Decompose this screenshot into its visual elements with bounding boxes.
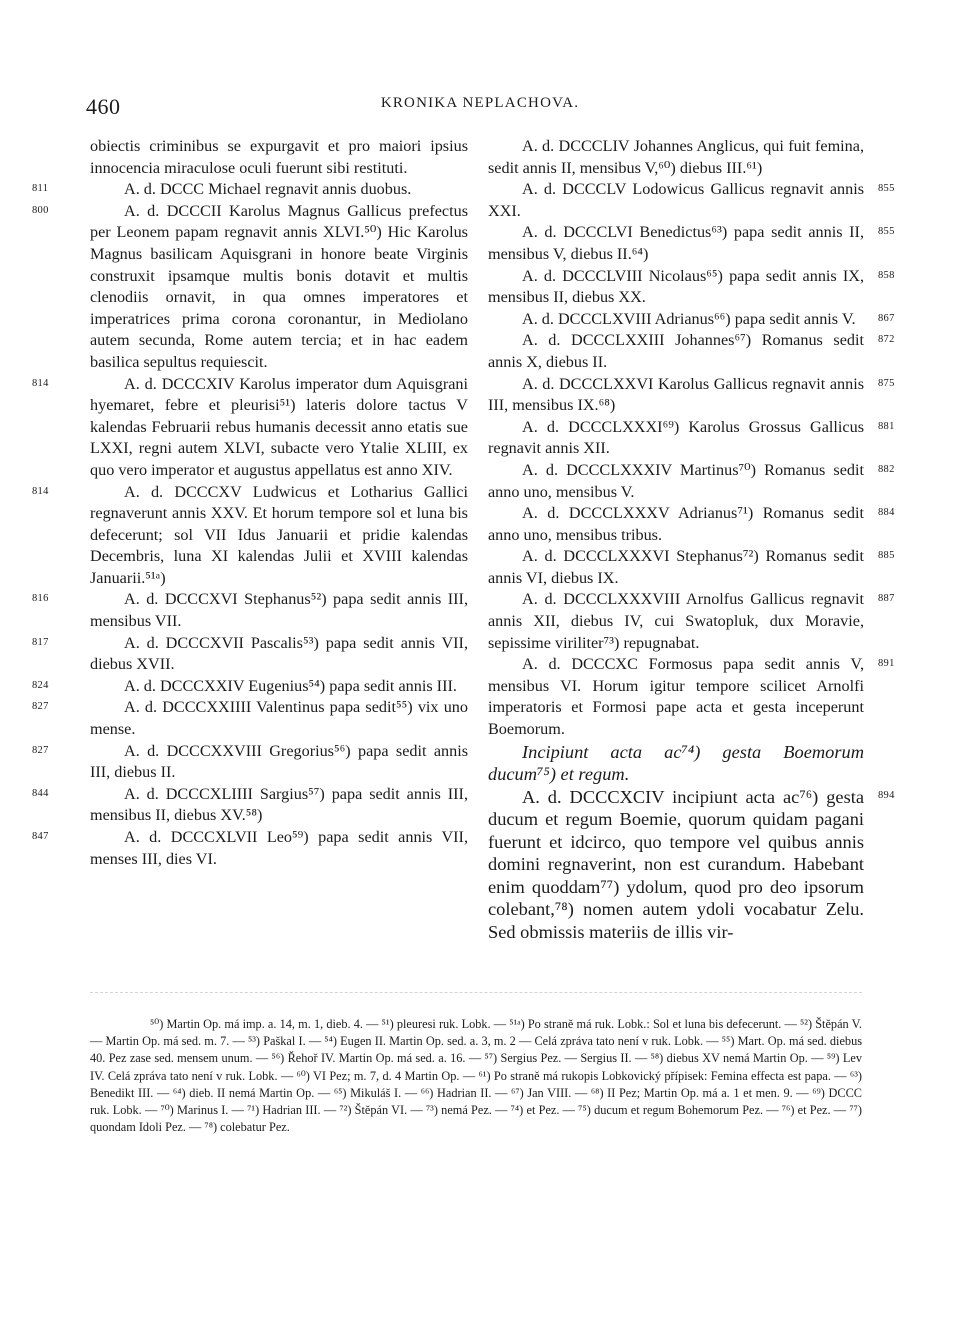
chronicle-entry [488,503,895,546]
chronicle-entry [90,136,468,179]
margin-year: 891 [878,658,895,670]
chronicle-entry [32,374,468,482]
footnotes [90,1016,862,1136]
entry-text: A. d. DCCCXVII Pascalis⁵³) papa sedit annis VII, diebus XVII. [90,633,468,674]
margin-year: 824 [32,679,49,691]
chronicle-entry [488,374,895,417]
entry-text: Incipiunt acta ac⁷⁴) gesta Boemorum ducum⁷⁵) et regum. [488,741,864,785]
chronicle-entry [488,417,895,460]
margin-year: 875 [878,377,895,389]
entry-text: A. d. DCCCLV Lodowicus Gallicus regnavit annis XXI. [488,180,864,220]
chronicle-entry [488,330,895,373]
chronicle-entry [32,589,468,632]
chronicle-entry [488,179,895,222]
chronicle-entry [488,136,864,179]
margin-year: 814 [32,485,49,497]
footnote-divider [90,992,862,993]
margin-year: 882 [878,463,895,475]
entry-text: A. d. DCCCII Karolus Magnus Gallicus prefectus per Leonem papam regnavit annis XLVI.⁵⁰) Hic Karolus Magnus basilicam Aquisgrani in honore beate Virginis construxit ipsamque multis bonis dotavit et multis clenodiis ornavit, in qua omnes imperatores et imperatrices prima corona coronantur, in Mediolano autem secunda, Rome autem tercia; et in hac eadem basilica sepultus requiescit. [90,201,468,371]
margin-year: 827 [32,744,49,756]
entry-text: A. d. DCCCLXXXVI Stephanus⁷²) Romanus sedit annis VI, diebus IX. [488,547,864,587]
entry-text: A. d. DCCCLXXXVIII Arnolfus Gallicus regnavit annis XII, diebus IV, cui Swatopluk, dux Moravie, sepissime viriliter⁷³) repugnabat. [488,590,864,652]
margin-year: 858 [878,269,895,281]
section-heading [488,741,864,786]
margin-year: 867 [878,312,895,324]
chronicle-entry [488,589,895,654]
margin-year: 881 [878,420,895,432]
chronicle-entry [32,676,468,698]
chronicle-entry [488,654,895,740]
margin-year: 844 [32,787,49,799]
entry-text: A. d. DCCC Michael regnavit annis duobus. [124,180,412,199]
chronicle-entry [32,633,468,676]
chronicle-entry [488,222,895,265]
entry-text: A. d. DCCCXCIV incipiunt acta ac⁷⁶) gesta ducum et regum Boemie, quorum quidam pagani fuerunt et idcirco, quo tempore vel quibus annis domini regnaverint, non est curandum. Habebant enim quoddam⁷⁷) ydolum, quod pro deo ipsorum colebant,⁷⁸) nomen autem ydoli vocabatur Zelu. Sed obmissis materiis de illis vir- [488,786,864,942]
entry-text: A. d. DCCCLVI Benedictus⁶³) papa sedit annis II, mensibus V, diebus II.⁶⁴) [488,223,864,263]
margin-year: 855 [878,226,895,238]
margin-year: 816 [32,593,49,605]
footnotes-text: ⁵⁰) Martin Op. má imp. a. 14, m. 1, dieb. 4. — ⁵¹) pleuresi ruk. Lobk. — ⁵¹ᵃ) Po straně má ruk. Lobk.: Sol et luna bis defecerunt. — ⁵²) Štěpán V. — Martin Op. má sed. m. 7. — ⁵³) Paškal I. — ⁵⁴) Eugen II. Martin Op. sed. a. 3, m. 2 — Celá zpráva tato není v ruk. Lobk. — ⁵⁵) Mart. Op. má sed. diebus 40. Pez zase sed. mensem unum. — ⁵⁶) Řehoř IV. Martin Op. má sed. a. 16. — ⁵⁷) Sergius Pez. — Sergius II. — ⁵⁸) diebus XV nemá Martin Op. — ⁵⁹) Lev IV. Celá zpráva tato není v ruk. Lobk. — ⁶⁰) VI Pez; m. 7, d. 4 Martin Op. — ⁶¹) Po straně má rukopis Lobkovický přípisek: Femina effecta est papa. — ⁶³) Benedikt III. — ⁶⁴) dieb. II nemá Martin Op. — ⁶⁵) Mikuláš I. — ⁶⁶) Hadrian II. — ⁶⁷) Jan VIII. — ⁶⁸) II Pez; Martin Op. má a. 1 et men. 9. — ⁶⁹) DCCC ruk. Lobk. — ⁷⁰) Marinus I. — ⁷¹) Hadrian III. — ⁷²) Štěpán VI. — ⁷³) nemá Pez. — ⁷⁴) et Pez. — ⁷⁵) ducum et regum Bohemorum Pez. — ⁷⁶) et Pez. — ⁷⁷) quondam Idoli Pez. — ⁷⁸) colebatur Pez. [90,1017,862,1135]
entry-text: A. d. DCCCLXXXV Adrianus⁷¹) Romanus sedit anno uno, mensibus tribus. [488,504,864,544]
margin-year: 800 [32,204,49,216]
entry-text: A. d. DCCCXLIIII Sargius⁵⁷) papa sedit annis III, mensibus II, diebus XV.⁵⁸) [90,784,468,825]
chronicle-entry [488,546,895,589]
chronicle-entry [488,266,895,309]
entry-text: A. d. DCCCXV Ludwicus et Lotharius Gallici regnaverunt annis XXV. Et horum tempore sol et luna bis defecerunt; sol VII Idus Januarii et pridie kalendas Decembris, luna XI kalendas Julii et XVIII kalendas Januarii.⁵¹ᵃ) [90,482,468,587]
margin-year: 817 [32,636,49,648]
left-column [32,136,468,870]
chronicle-entry [32,784,468,827]
entry-text: A. d. DCCCXC Formosus papa sedit annis V, mensibus VI. Horum igitur tempore scilicet Arnolfi imperatoris et Formosi pape acta et gesta inceperunt Boemorum. [488,655,864,739]
entry-text: A. d. DCCCLVIII Nicolaus⁶⁵) papa sedit annis IX, mensibus II, diebus XX. [488,266,864,307]
chronicle-entry [32,482,468,590]
entry-text: A. d. DCCCLXXIII Johannes⁶⁷) Romanus sedit annis X, diebus II. [488,331,864,371]
entry-text: A. d. DCCCXLVII Leo⁵⁹) papa sedit annis VII, menses III, dies VI. [90,828,468,868]
entry-text: A. d. DCCCLXXXIV Martinus⁷⁰) Romanus sedit anno uno, mensibus V. [488,460,864,501]
entry-text: A. d. DCCCLXVIII Adrianus⁶⁶) papa sedit annis V. [522,309,856,328]
margin-year: 855 [878,183,895,195]
chronicle-entry [488,309,895,331]
entry-text: A. d. DCCCLXXVI Karolus Gallicus regnavit annis III, mensibus IX.⁶⁸) [488,374,864,415]
page-number: 460 [86,94,121,119]
chronicle-entry [488,786,895,944]
margin-year: 827 [32,701,49,713]
margin-year: 811 [32,183,49,195]
right-column [488,136,895,943]
chronicle-entry [32,201,468,374]
running-head: KRONIKA NEPLACHOVA. [380,95,580,111]
margin-year: 894 [878,789,895,801]
margin-year: 847 [32,831,49,842]
margin-year: 887 [878,593,895,605]
chronicle-entry [32,827,468,870]
entry-text: A. d. DCCCXXVIII Gregorius⁵⁶) papa sedit annis III, diebus II. [90,741,468,782]
margin-year: 884 [878,507,895,519]
chronicle-entry [488,460,895,503]
chronicle-entry [32,697,468,740]
chronicle-entry [32,741,468,784]
margin-year: 872 [878,334,895,346]
margin-year: 885 [878,550,895,562]
entry-text: A. d. DCCCLXXXI⁶⁹) Karolus Grossus Gallicus regnavit annis XII. [488,417,864,458]
entry-text: obiectis criminibus se expurgavit et pro maiori ipsius innocencia miraculose oculi fuerunt sibi restituti. [90,137,468,177]
margin-year: 814 [32,377,49,389]
chronicle-entry [32,179,468,201]
entry-text: A. d. DCCCLIV Johannes Anglicus, qui fuit femina, sedit annis II, mensibus V,⁶⁰) diebus III.⁶¹) [488,137,864,177]
entry-text: A. d. DCCCXVI Stephanus⁵²) papa sedit annis III, mensibus VII. [90,590,468,631]
entry-text: A. d. DCCCXXIV Eugenius⁵⁴) papa sedit annis III. [124,676,457,695]
entry-text: A. d. DCCCXXIIII Valentinus papa sedit⁵⁵) vix uno mense. [90,698,468,739]
entry-text: A. d. DCCCXIV Karolus imperator dum Aquisgrani hyemaret, febre et pleurisi⁵¹) lateris dolore tactus V kalendas Februarii rebus humanis decessit anno etatis sue LXXI, regni autem XLVI, subacte vero Ytalie XLIII, ex quo vero imperator et augustus appellatus est anno XIV. [90,374,468,479]
